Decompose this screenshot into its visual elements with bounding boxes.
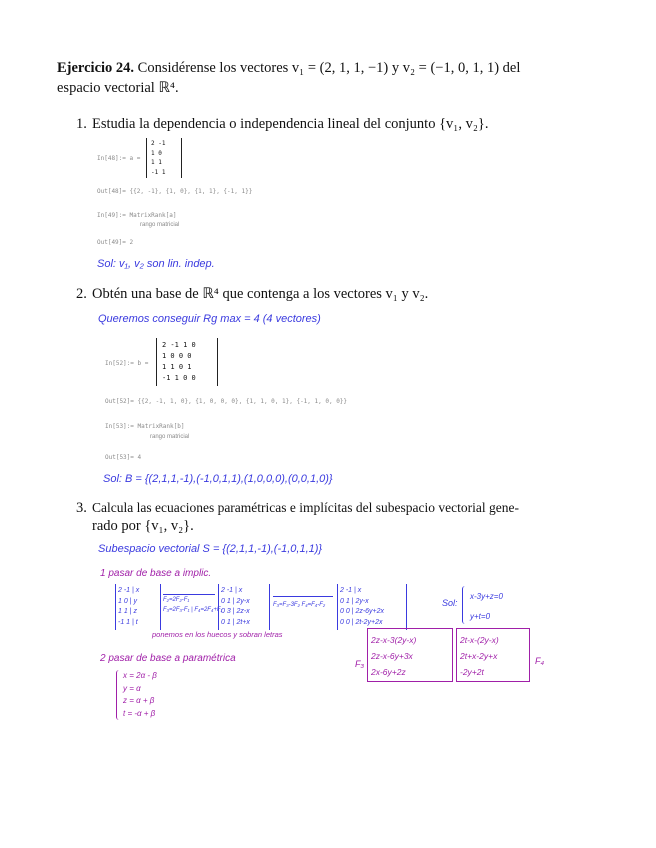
in53: In[53]:= MatrixRank[b] bbox=[105, 423, 185, 430]
matrix-a-row: 1 1 bbox=[151, 159, 162, 166]
arrow-line-2 bbox=[273, 596, 333, 597]
hand-matrix-2 bbox=[218, 584, 270, 630]
implicit-sol-brace bbox=[462, 586, 468, 624]
item1-number: 1. bbox=[76, 116, 87, 132]
op-1: F₂=2F₂-F₁ bbox=[163, 597, 190, 603]
out52: Out[52]= {{2, -1, 1, 0}, {1, 0, 0, 0}, {1, 1, 0, 1}, {-1, 1, 0, 0}} bbox=[105, 398, 348, 405]
hint49: rango matricial bbox=[140, 222, 180, 228]
implicit-solution bbox=[470, 587, 503, 627]
op-1b: F₃=2F₃-F₁ | F₄=2F₄+F₁ bbox=[163, 607, 223, 613]
hand-matrix-3 bbox=[337, 584, 407, 630]
hand-matrix-row: 2 -1 | x bbox=[118, 587, 140, 594]
f3-label: F₃ bbox=[355, 659, 365, 669]
param-eq: y = α bbox=[123, 683, 141, 693]
out49: Out[49]= 2 bbox=[97, 239, 134, 246]
param-eq: t = -α + β bbox=[123, 708, 156, 718]
in48-label: In[48]:= a = bbox=[97, 155, 141, 162]
op-2: F₃=F₃-3F₂ F₄=F₄-F₂ bbox=[273, 602, 326, 608]
item2-note: Queremos conseguir Rg max = 4 (4 vectores) bbox=[98, 313, 321, 325]
matrix-a-row: 2 -1 bbox=[151, 140, 166, 147]
matrix-b-row: 1 0 0 0 bbox=[162, 352, 192, 360]
hint53: rango matricial bbox=[150, 434, 190, 440]
implicit-sol-label: Sol: bbox=[442, 598, 458, 608]
item2-number: 2. bbox=[76, 286, 87, 302]
param-eq: z = α + β bbox=[123, 696, 155, 705]
f4-eq: 2t-x-(2y-x) bbox=[460, 635, 499, 645]
f3-box bbox=[367, 628, 453, 682]
f4-eq: 2t+x-2y+x bbox=[460, 651, 498, 661]
hand-matrix-row: 1 0 | y bbox=[118, 597, 137, 605]
matrix-b-rows bbox=[162, 340, 196, 384]
hand-matrix-3-rows bbox=[340, 586, 384, 628]
hand-matrix-row: 2 -1 | x bbox=[221, 587, 243, 594]
exercise-title: Ejercicio 24. bbox=[57, 60, 135, 76]
implicit-eq: x-3y+z=0 bbox=[470, 592, 503, 601]
hand-matrix-1 bbox=[115, 584, 161, 630]
hand-matrix-row: 2 -1 | x bbox=[340, 587, 362, 594]
f3-eq: 2x-6y+2z bbox=[371, 667, 406, 677]
param-eq: x = 2α - β bbox=[123, 671, 157, 680]
hand-matrix-row: 0 3 | 2z-x bbox=[221, 608, 250, 615]
f3-eq: 2z-x-6y+3x bbox=[371, 651, 413, 661]
hand-matrix-1-rows bbox=[118, 586, 139, 628]
item3-text-1: Calcula las ecuaciones paramétricas e implícitas del subespacio vectorial gene- bbox=[92, 500, 519, 515]
f3-eqs bbox=[371, 632, 416, 680]
hand-matrix-row: 0 0 | 2z-6y+2x bbox=[340, 608, 385, 615]
matrix-b-row: 2 -1 1 0 bbox=[162, 341, 196, 349]
hand-matrix-row: 0 1 | 2y-x bbox=[340, 597, 369, 605]
exercise-statement-1: Considérense los vectores v₁ = (2, 1, 1, −1) y v₂ = (−1, 0, 1, 1) del bbox=[137, 60, 521, 76]
exercise-title-line bbox=[57, 60, 520, 77]
f4-eq: -2y+2t bbox=[460, 667, 484, 677]
out48: Out[48]= {{2, -1}, {1, 0}, {1, 1}, {-1, 1}} bbox=[97, 188, 253, 195]
item3-number: 3. bbox=[76, 500, 87, 516]
hand-matrix-row: 0 0 | 2t-2y+2x bbox=[340, 618, 383, 626]
implicit-eq: y+t=0 bbox=[470, 612, 491, 621]
arrow-line-1 bbox=[163, 594, 215, 595]
out53: Out[53]= 4 bbox=[105, 454, 142, 461]
in49: In[49]:= MatrixRank[a] bbox=[97, 212, 177, 219]
heading-implicit: 1 pasar de base a implic. bbox=[100, 568, 212, 579]
matrix-a bbox=[146, 138, 182, 178]
item2-solution: Sol: B = {(2,1,1,-1),(-1,0,1,1),(1,0,0,0),(0,0,1,0)} bbox=[103, 473, 333, 485]
hand-matrix-row: 0 1 | 2y-x bbox=[221, 597, 250, 605]
f4-eqs bbox=[460, 632, 499, 680]
parametric-brace bbox=[116, 670, 122, 720]
item1-text: Estudia la dependencia o independencia lineal del conjunto {v₁, v₂}. bbox=[92, 116, 489, 132]
item1-solution: Sol: v₁, v₂ son lin. indep. bbox=[97, 258, 215, 270]
subspace-def: Subespacio vectorial S = {(2,1,1,-1),(-1,0,1,1)} bbox=[98, 543, 323, 555]
matrix-a-row: 1 0 bbox=[151, 149, 162, 157]
heading-parametric: 2 pasar de base a paramétrica bbox=[100, 653, 236, 664]
hand-matrix-row: -1 1 | t bbox=[118, 618, 138, 626]
matrix-b-row: -1 1 0 0 bbox=[162, 374, 196, 382]
in52-label: In[52]:= b = bbox=[105, 360, 149, 367]
matrix-a-row: -1 1 bbox=[151, 168, 166, 176]
f4-box bbox=[456, 628, 530, 682]
matrix-a-rows bbox=[151, 139, 165, 177]
matrix-b bbox=[156, 338, 218, 386]
hand-matrix-row: 0 1 | 2t+x bbox=[221, 618, 250, 626]
matrix-b-row: 1 1 0 1 bbox=[162, 363, 192, 371]
f4-label: F₄ bbox=[535, 656, 545, 666]
item3-text-2: rado por {v₁, v₂}. bbox=[92, 518, 194, 534]
fill-note: ponemos en los huecos y sobran letras bbox=[152, 630, 283, 639]
item2-text: Obtén una base de ℝ⁴ que contenga a los vectores v₁ y v₂. bbox=[92, 286, 429, 302]
hand-matrix-row: 1 1 | z bbox=[118, 608, 137, 615]
hand-matrix-2-rows bbox=[221, 586, 250, 628]
parametric-eqs bbox=[123, 670, 157, 720]
f3-eq: 2z-x-3(2y-x) bbox=[371, 635, 417, 645]
exercise-statement-2: espacio vectorial ℝ⁴. bbox=[57, 80, 179, 96]
